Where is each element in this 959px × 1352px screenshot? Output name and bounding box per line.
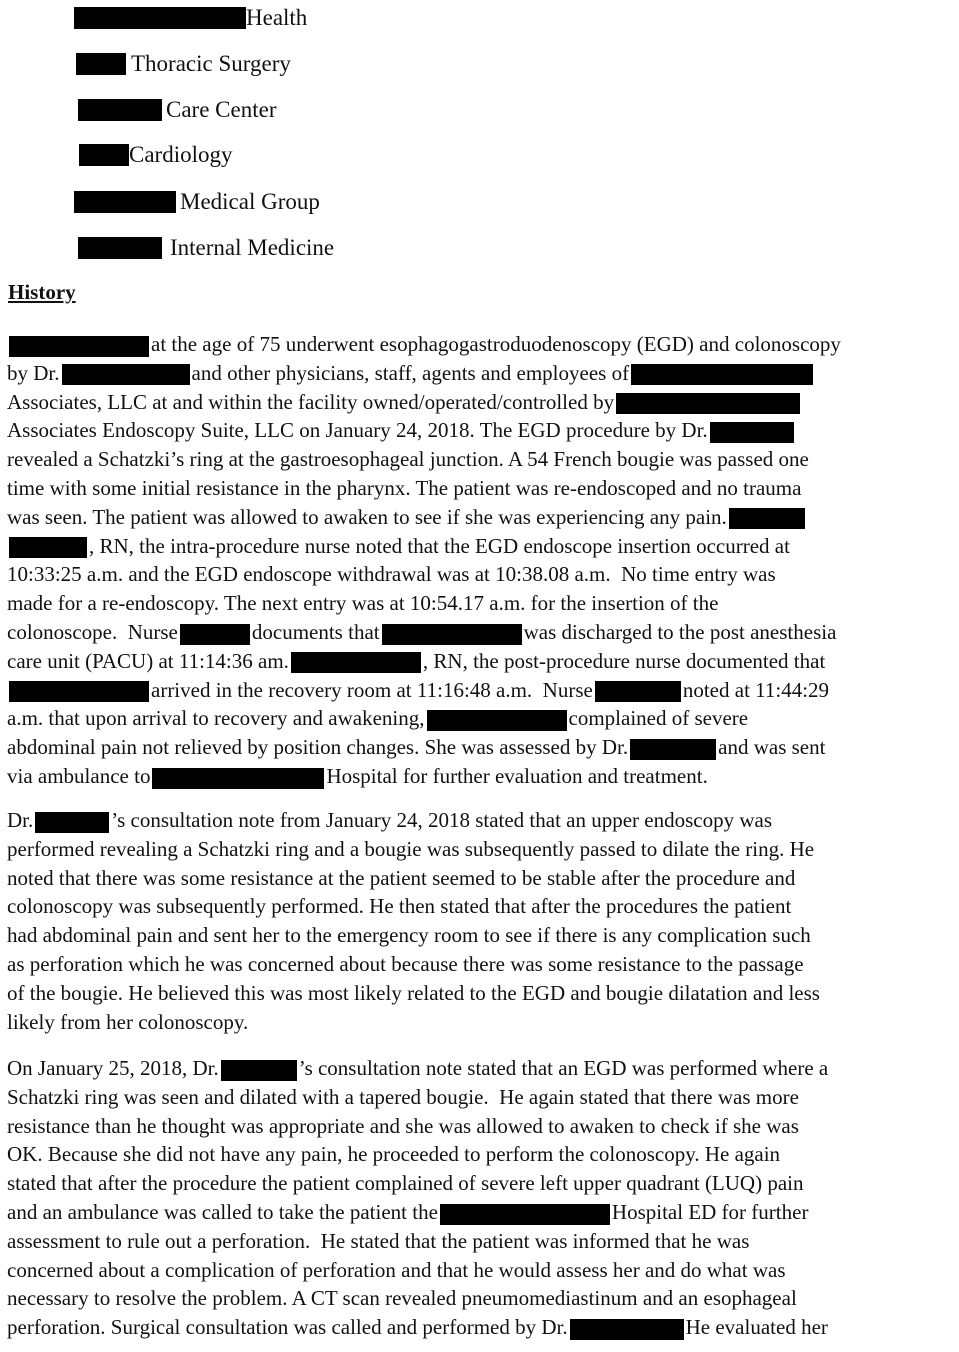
text-segment: Associates Endoscopy Suite, LLC on January 24, 2018. The EGD procedure by Dr. (7, 418, 708, 443)
text-segment: , RN, the intra-procedure nurse noted that the EGD endoscope insertion occurred at (89, 533, 790, 558)
redaction-bar (710, 422, 794, 443)
redaction-bar (79, 144, 129, 166)
text-segment: Dr. (7, 808, 34, 832)
redaction-bar (78, 237, 162, 259)
text-line (7, 647, 951, 676)
text-line (7, 1112, 951, 1141)
text-line (7, 1140, 951, 1169)
text-line (7, 733, 951, 762)
text-segment: He evaluated her (685, 1315, 828, 1340)
text-segment: assessment to rule out a perforation. He stated that the patient was informed that he was (7, 1228, 750, 1253)
party-item (79, 141, 233, 169)
text-line (7, 921, 951, 950)
text-segment: revealed a Schatzki’s ring at the gastroesophageal junction. A 54 French bougie was passed one (7, 447, 809, 472)
party-suffix: Care Center (166, 97, 277, 122)
text-segment: concerned about a complication of perforation and that he would assess her and do what was (7, 1257, 786, 1282)
text-line (7, 950, 951, 979)
text-line (7, 1313, 951, 1342)
redaction-bar (76, 53, 126, 75)
text-segment: and was sent (718, 735, 826, 760)
text-segment: noted that there was some resistance at the patient seemed to be stable after the procedure and (7, 865, 796, 890)
text-line (7, 1284, 951, 1313)
redaction-bar (62, 364, 190, 385)
text-segment: Associates, LLC at and within the facility owned/operated/controlled by (7, 389, 615, 414)
text-line (7, 835, 951, 864)
party-item (76, 50, 291, 78)
text-line (7, 1008, 951, 1037)
text-segment: colonoscope. Nurse (7, 619, 178, 644)
redaction-bar (630, 739, 716, 760)
party-suffix: Thoracic Surgery (131, 51, 291, 76)
party-suffix: Cardiology (129, 142, 233, 167)
paragraph-consultation-jan24 (7, 806, 951, 1036)
text-line (7, 503, 951, 532)
text-segment: as perforation which he was concerned about because there was some resistance to the passage (7, 951, 804, 976)
text-line (7, 892, 951, 921)
text-segment: complained of severe (568, 706, 749, 731)
redaction-bar (74, 191, 176, 213)
text-segment: abdominal pain not relieved by position changes. She was assessed by Dr. (7, 735, 629, 760)
redaction-bar (631, 364, 813, 385)
text-segment: perforation. Surgical consultation was called and performed by Dr. (7, 1315, 568, 1340)
text-line (7, 589, 951, 618)
text-segment: made for a re-endoscopy. The next entry was at 10:54.17 a.m. for the insertion of the (7, 591, 719, 616)
redaction-bar (427, 710, 567, 731)
text-line (7, 762, 951, 791)
redaction-bar (9, 537, 87, 558)
text-line (7, 532, 951, 561)
text-line (7, 416, 951, 445)
redaction-bar (616, 393, 800, 414)
text-segment: stated that after the procedure the patient complained of severe left upper quadrant (LUQ) pain (7, 1171, 804, 1196)
redaction-bar (291, 652, 421, 673)
party-suffix: Health (246, 5, 308, 30)
redaction-bar (221, 1060, 297, 1081)
text-segment: , RN, the post-procedure nurse documented that (422, 648, 826, 673)
text-line (7, 1169, 951, 1198)
text-segment: arrived in the recovery room at 11:16:48 a.m. Nurse (151, 677, 593, 702)
text-line (7, 979, 951, 1008)
text-segment: Schatzki ring was seen and dilated with a tapered bougie. He again stated that there was more (7, 1084, 799, 1109)
text-segment: at the age of 75 underwent esophagogastroduodenoscopy (EGD) and colonoscopy (151, 332, 841, 356)
text-segment: by Dr. (7, 360, 60, 385)
text-segment: 10:33:25 a.m. and the EGD endoscope withdrawal was at 10:38.08 a.m. No time entry was (7, 562, 776, 587)
party-item (74, 188, 320, 216)
text-segment: had abdominal pain and sent her to the emergency room to see if there is any complication such (7, 923, 811, 948)
text-segment: Hospital for further evaluation and treatment. (326, 763, 708, 788)
paragraph-consultation-jan25 (7, 1054, 951, 1342)
text-segment: was discharged to the post anesthesia (523, 619, 837, 644)
text-segment: and other physicians, staff, agents and employees of (191, 360, 630, 385)
text-line (7, 1083, 951, 1112)
text-line (7, 445, 951, 474)
text-line (7, 806, 951, 835)
text-line (7, 1198, 951, 1227)
text-segment: care unit (PACU) at 11:14:36 am. (7, 648, 289, 673)
text-segment: resistance than he thought was appropriate and she was allowed to awaken to check if she was (7, 1113, 799, 1138)
text-segment: noted at 11:44:29 (682, 677, 830, 702)
text-segment: documents that (251, 619, 380, 644)
text-segment: colonoscopy was subsequently performed. He then stated that after the procedures the patient (7, 894, 792, 919)
redaction-bar (180, 624, 250, 645)
text-segment: ’s consultation note stated that an EGD was performed where a (298, 1056, 829, 1080)
text-line (7, 1054, 951, 1083)
text-line (7, 359, 951, 388)
text-line (7, 1227, 951, 1256)
redaction-bar (382, 624, 522, 645)
section-heading: History (8, 280, 76, 304)
redaction-bar (9, 336, 149, 357)
text-line (7, 474, 951, 503)
redaction-bar (9, 681, 149, 702)
redaction-bar (74, 7, 246, 29)
party-item (74, 4, 307, 32)
paragraph-history (7, 330, 951, 791)
text-segment: was seen. The patient was allowed to awaken to see if she was experiencing any pain. (7, 504, 727, 529)
redaction-bar (595, 681, 681, 702)
text-line (7, 330, 951, 359)
text-segment: time with some initial resistance in the pharynx. The patient was re-endoscoped and no trauma (7, 475, 802, 500)
text-line (7, 704, 951, 733)
text-segment: On January 25, 2018, Dr. (7, 1056, 219, 1080)
text-segment: likely from her colonoscopy. (7, 1009, 249, 1034)
text-line (7, 864, 951, 893)
redaction-bar (35, 812, 109, 833)
text-segment: and an ambulance was called to take the patient the (7, 1199, 438, 1224)
text-line (7, 676, 951, 705)
redaction-bar (570, 1319, 684, 1340)
text-line (7, 560, 951, 589)
text-line (7, 388, 951, 417)
redaction-bar (78, 99, 162, 121)
text-segment: of the bougie. He believed this was most likely related to the EGD and bougie dilatation and less (7, 980, 820, 1005)
party-suffix: Medical Group (180, 189, 320, 214)
party-item (78, 234, 334, 262)
text-segment: via ambulance to (7, 763, 151, 788)
party-item (78, 96, 276, 124)
redaction-bar (152, 768, 324, 789)
text-line (7, 1256, 951, 1285)
text-segment: OK. Because she did not have any pain, he proceeded to perform the colonoscopy. He again (7, 1142, 781, 1167)
text-line (7, 618, 951, 647)
text-segment: Hospital ED for further (611, 1199, 809, 1224)
text-segment: ’s consultation note from January 24, 2018 stated that an upper endoscopy was (111, 808, 773, 832)
party-suffix: Internal Medicine (170, 235, 335, 260)
redaction-bar (729, 508, 805, 529)
text-segment: a.m. that upon arrival to recovery and awakening, (7, 706, 425, 731)
text-segment: performed revealing a Schatzki ring and a bougie was subsequently passed to dilate the ring. He (7, 836, 815, 861)
redaction-bar (440, 1204, 610, 1225)
text-segment: necessary to resolve the problem. A CT scan revealed pneumomediastinum and an esophageal (7, 1286, 797, 1311)
